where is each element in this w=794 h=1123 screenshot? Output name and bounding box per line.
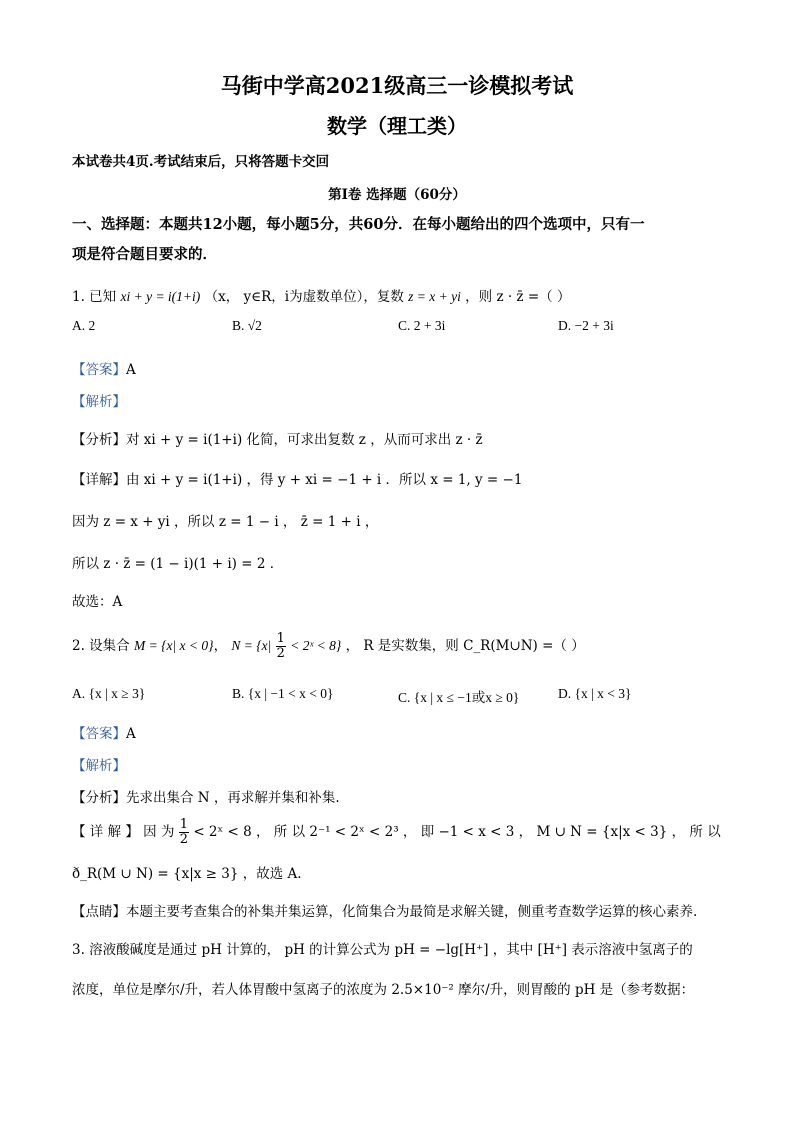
- q2-fraction-numerator: 1: [276, 631, 285, 646]
- instruction-line-2: 项是符合题目要求的．: [72, 246, 217, 263]
- section-heading: 第Ⅰ卷 选择题（60分）: [328, 187, 466, 203]
- q2-option-a: A. {x | x ≥ 3}: [72, 686, 146, 701]
- q2-detail-line-2: ð_R(M ∪ N) = {x|x ≥ 3} ，故选 A.: [72, 866, 302, 882]
- q1-fenxi-tag: 【分析】: [72, 432, 126, 448]
- q1-stem-end: ，则 z · z̄ =（ ）: [465, 289, 571, 305]
- q1-line-4: 故选：A: [72, 594, 123, 610]
- q2-detail-fraction-denominator: 2: [179, 832, 189, 847]
- q2-set-n-right: < 2ˣ < 8}: [290, 638, 342, 653]
- q2-set-n-left: N = {x|: [231, 638, 272, 653]
- exam-subtitle: 数学（理工类）: [327, 114, 467, 138]
- q1-stem: [72, 285, 570, 305]
- q1-answer-tag: 【答案】: [72, 362, 126, 378]
- q2-detail-tag: 【 详 解 】: [72, 824, 139, 840]
- q3-line-1: 3. 溶液酸碱度是通过 pH 计算的， pH 的计算公式为 pH = −lg[H⁺] ，其中 [H⁺] 表示溶液中氢离子的: [72, 942, 693, 958]
- q2-answer: [72, 722, 136, 742]
- q1-detail-tag: 【详解】: [72, 472, 126, 488]
- q2-review-text: 本题主要考查集合的补集并集运算，化简集合为最简是求解关键，侧重考查数学运算的核心素养.: [126, 904, 698, 920]
- q2-detail-text-b: < 2ˣ < 8 ， 所 以 2⁻¹ < 2ˣ < 2³ ， 即 −1 < x < 3 ， M ∪ N = {x|x < 3} ， 所 以: [189, 824, 721, 840]
- q1-stem-equation: xi + y = i(1+i): [120, 289, 201, 304]
- q2-fenxi-text: 先求出集合 N ，再求解并集和补集.: [126, 790, 340, 806]
- q1-option-a: A. 2: [72, 318, 96, 333]
- q2-set-m: M = {x| x < 0}: [133, 638, 214, 653]
- q2-stem-prefix: 2. 设集合: [72, 638, 130, 654]
- q2-answer-tag: 【答案】: [72, 726, 126, 742]
- q1-option-c: C. 2 + 3i: [398, 318, 446, 333]
- q1-line-3: 所以 z · z̄ = (1 − i)(1 + i) = 2 ．: [72, 556, 284, 572]
- q1-stem-equation-2: z = x + yi: [408, 289, 461, 304]
- q2-detail-fraction: [179, 818, 189, 847]
- q2-detail: [72, 818, 721, 847]
- q1-fenxi-text: 对 xi + y = i(1+i) 化简，可求出复数 z ，从而可求出 z · z̄: [126, 432, 483, 448]
- q2-detail-text-a: 因 为: [138, 824, 179, 840]
- q1-option-d: D. −2 + 3i: [558, 318, 614, 333]
- q1-fenxi: [72, 428, 483, 448]
- q2-analysis-tag: 【解析】: [72, 758, 126, 774]
- q1-stem-prefix: 1. 已知: [72, 289, 117, 305]
- q2-review-tag: 【点睛】: [72, 904, 126, 920]
- q1-answer: [72, 358, 136, 378]
- q2-fenxi: [72, 786, 340, 806]
- q2-option-d: D. {x | x < 3}: [558, 686, 632, 701]
- q1-option-b: B. √2: [232, 318, 262, 333]
- q2-review: [72, 900, 697, 920]
- q2-fenxi-tag: 【分析】: [72, 790, 126, 806]
- q2-option-b: B. {x | −1 < x < 0}: [232, 686, 334, 701]
- q2-stem-end: ， R 是实数集，则 C_R(M∪N) =（ ）: [345, 638, 585, 654]
- q2-answer-value: A: [126, 726, 136, 742]
- q1-detail-text: 由 xi + y = i(1+i) ，得 y + xi = −1 + i ．所以 x = 1, y = −1: [126, 472, 523, 488]
- q1-line-2: 因为 z = x + yi ，所以 z = 1 − i ， z̄ = 1 + i ，: [72, 514, 379, 530]
- q2-set-n-fraction: [276, 632, 286, 661]
- exam-title: 马街中学高2021级高三一诊模拟考试: [220, 73, 574, 98]
- q2-option-c: C. {x | x ≤ −1或x ≥ 0}: [398, 690, 520, 705]
- q1-stem-middle: （x， y∈R，i为虚数单位），复数: [204, 289, 404, 305]
- q1-answer-value: A: [126, 362, 136, 378]
- exam-note: 本试卷共4页.考试结束后，只将答题卡交回: [72, 154, 330, 170]
- q2-stem: 2. 设集合 M = {x| x < 0}， N = {x| $\frac{1}{2}$ < 2ˣ < 8} ， R 是实数集，则 C_R(M∪N) =（ ）: [72, 631, 585, 661]
- q1-analysis-tag: 【解析】: [72, 394, 126, 410]
- q3-line-2: 浓度，单位是摩尔/升，若人体胃酸中氢离子的浓度为 2.5×10⁻² 摩尔/升，则胃酸的 pH 是（参考数据：: [72, 982, 695, 998]
- q1-detail: [72, 468, 522, 488]
- instruction-line-1: 一、选择题：本题共12小题，每小题5分，共60分．在每小题给出的四个选项中，只有一: [72, 216, 645, 233]
- q2-detail-fraction-numerator: 1: [179, 817, 189, 832]
- q2-fraction-denominator: 2: [276, 646, 285, 661]
